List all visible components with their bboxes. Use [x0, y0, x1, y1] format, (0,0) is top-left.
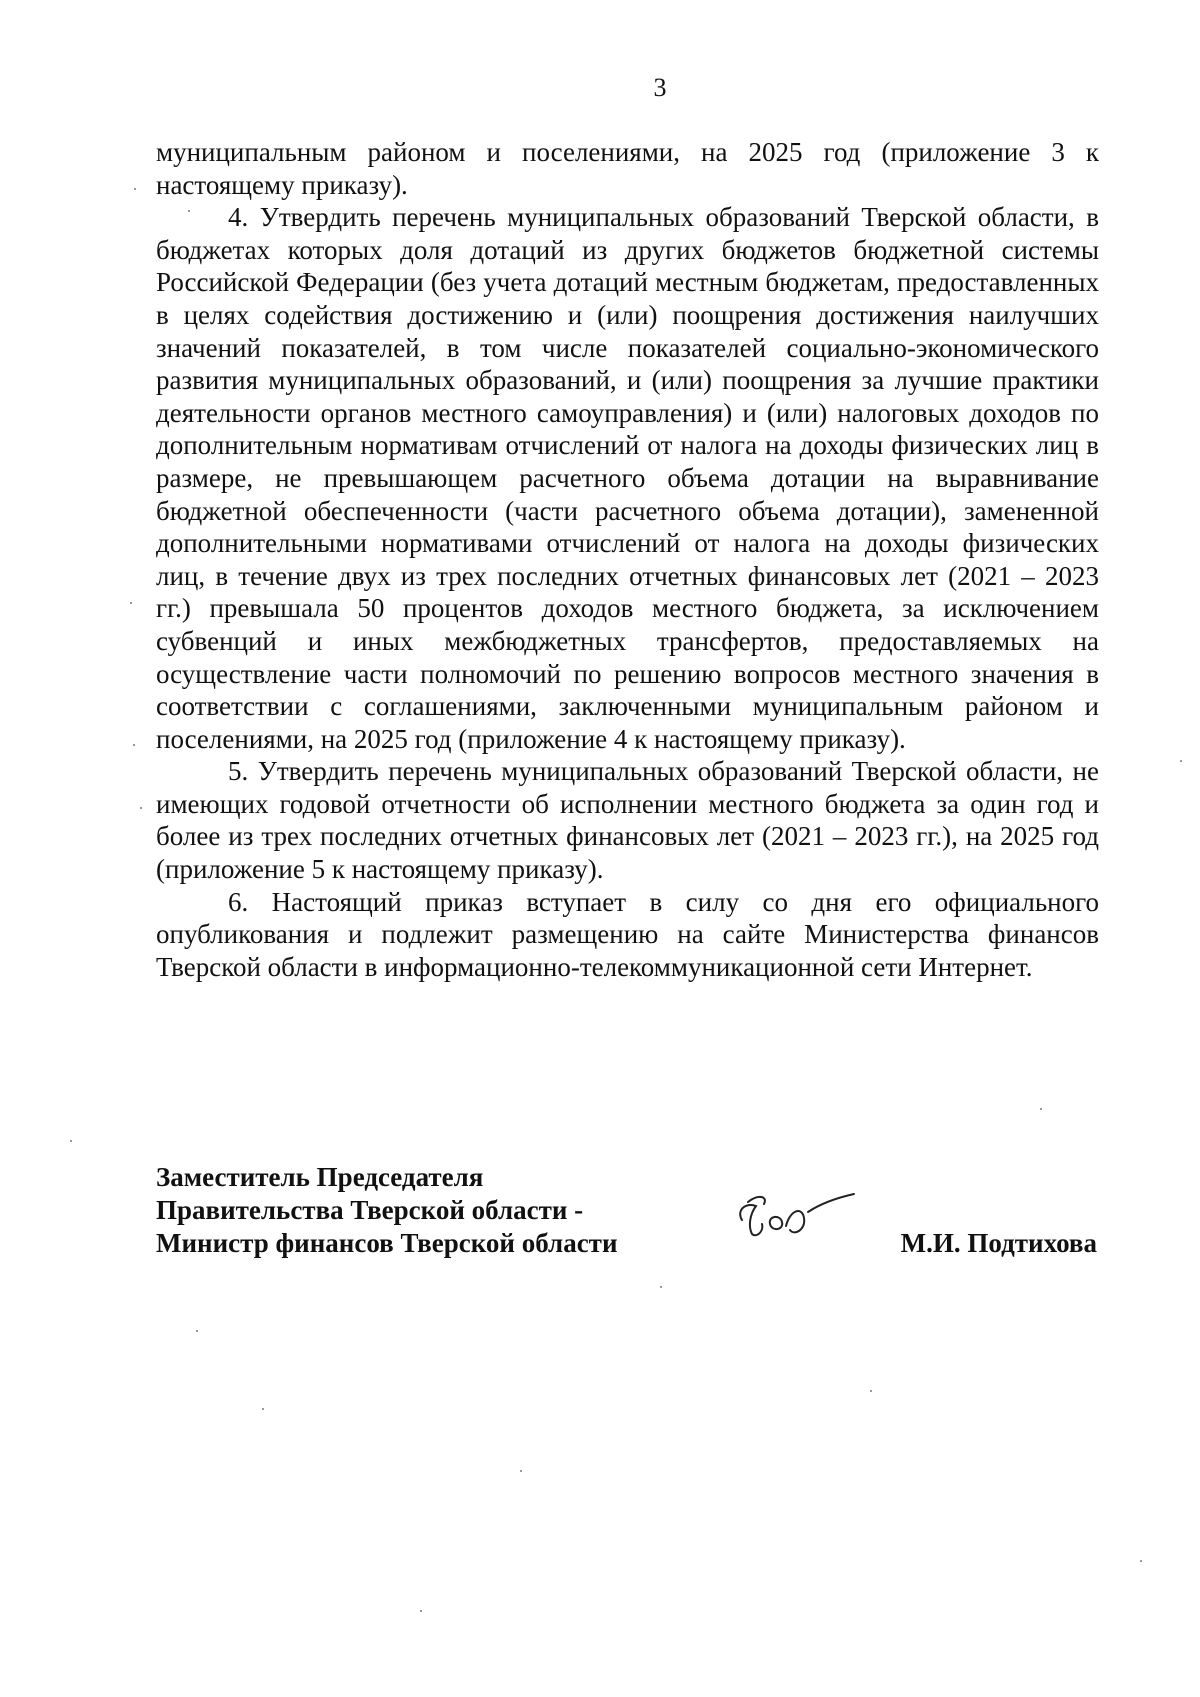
scan-speck [420, 1610, 422, 1612]
scan-speck [70, 1140, 72, 1142]
scan-speck [262, 1408, 264, 1410]
page-number: 3 [653, 73, 667, 102]
scan-speck [134, 188, 136, 190]
signatory-position-line: Министр финансов Тверской области [156, 1228, 618, 1258]
scan-speck [130, 602, 132, 604]
document-body [156, 136, 1099, 983]
scan-speck [1180, 760, 1182, 762]
paragraph-item-4: 4. Утвердить перечень муниципальных образований Тверской области, в бюджетах которых доля дотаций из других бюджетов бюджетной системы Российской Федерации (без учета дотаций местным бюджетам, предоставленных в целях содействия достижению и (или) поощрения достижения наилучших значений показателей, в том числе показателей социально-экономического развития муниципальных образований, и (или) поощрения за лучшие практики деятельности органов местного самоуправления) и (или) налоговых доходов по дополнительным нормативам отчислений от налога на доходы физических лиц в размере, не превышающем расчетного объема дотации на выравнивание бюджетной обеспеченности (части расчетного объема дотации), замененной дополнительными нормативами отчислений от налога на доходы физических лиц, в течение двух из трех последних отчетных финансовых лет (2021 – 2023 гг.) превышала 50 процентов доходов местного бюджета, за исключением субвенций и иных межбюджетных трансфертов, предоставляемых на осуществление части полномочий по решению вопросов местного значения в соответствии с соглашениями, заключенными муниципальным районом и поселениями, на 2025 год (приложение 4 к настоящему приказу). [156, 202, 1099, 754]
scan-speck [870, 1390, 872, 1392]
signatory-position-line: Заместитель Председателя [156, 1162, 484, 1192]
signatory-name: М.И. Подтихова [900, 1228, 1097, 1258]
scan-speck [196, 1330, 198, 1332]
scan-speck [133, 744, 135, 746]
scan-speck [1040, 1108, 1042, 1110]
handwritten-signature [728, 1180, 858, 1250]
scan-speck [1140, 1560, 1142, 1562]
scan-speck [520, 1470, 522, 1472]
scan-speck [188, 210, 190, 212]
scan-speck [140, 807, 142, 809]
scan-speck [660, 1286, 662, 1288]
paragraph-item-6: 6. Настоящий приказ вступает в силу со дня его официального опубликования и подлежит размещению на сайте Министерства финансов Тверской области в информационно-телекоммуникационной сети Интернет. [156, 886, 1099, 982]
signatory-position-line: Правительства Тверской области - [156, 1195, 584, 1225]
paragraph-continuation: муниципальным районом и поселениями, на 2025 год (приложение 3 к настоящему приказу). [156, 137, 1099, 200]
paragraph-item-5: 5. Утвердить перечень муниципальных образований Тверской области, не имеющих годовой отчетности об исполнении местного бюджета за один год и более из трех последних отчетных финансовых лет (2021 – 2023 гг.), на 2025 год (приложение 5 к настоящему приказу). [156, 756, 1099, 885]
